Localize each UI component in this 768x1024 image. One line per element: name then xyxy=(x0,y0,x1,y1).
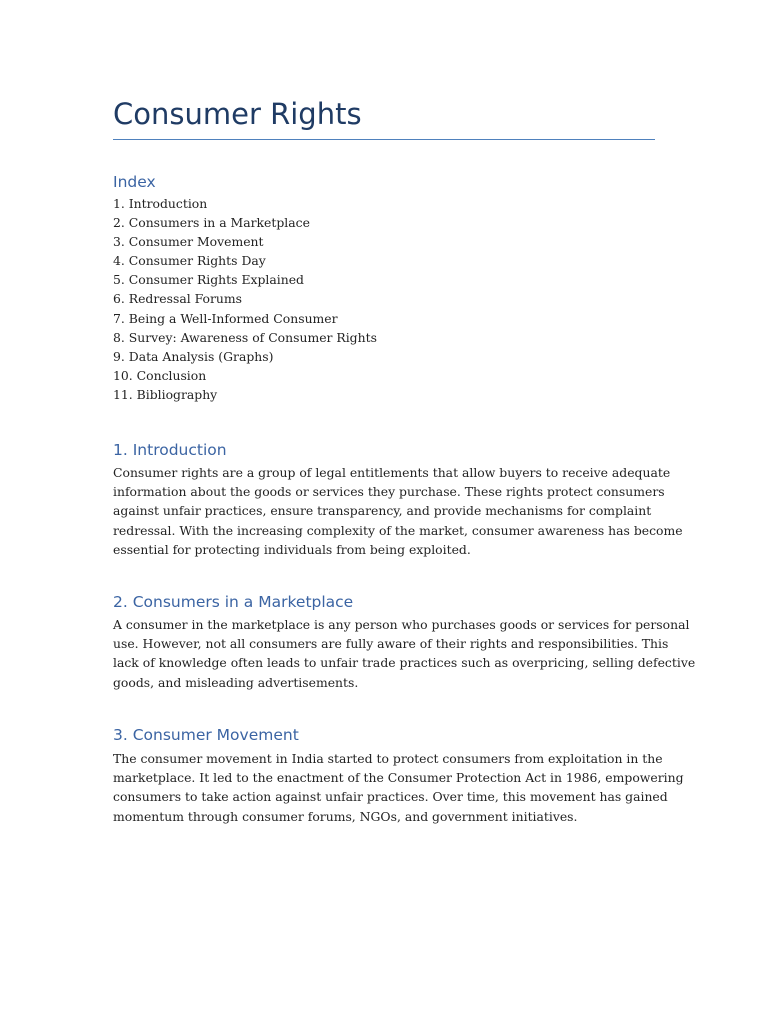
title-underline xyxy=(113,139,655,140)
index-item-survey: 8. Survey: Awareness of Consumer Rights xyxy=(113,329,377,345)
body-line: momentum through consumer forums, NGOs, and government initiatives. xyxy=(113,808,578,824)
body-line: redressal. With the increasing complexity of the market, consumer awareness has become xyxy=(113,522,683,538)
body-line: essential for protecting individuals from being exploited. xyxy=(113,541,471,557)
index-item-consumer-rights-explained: 5. Consumer Rights Explained xyxy=(113,272,304,288)
index-item-bibliography: 11. Bibliography xyxy=(113,386,218,402)
index-item-redressal-forums: 6. Redressal Forums xyxy=(113,291,243,307)
index-item-well-informed-consumer: 7. Being a Well-Informed Consumer xyxy=(113,310,338,326)
section-body-consumer-movement xyxy=(113,749,684,826)
index-item-consumers-in-a-marketplace: 2. Consumers in a Marketplace xyxy=(113,215,310,231)
section-heading-consumers-in-a-marketplace: 2. Consumers in a Marketplace xyxy=(113,593,354,611)
section-body-introduction xyxy=(113,463,683,559)
index-section xyxy=(113,171,655,404)
body-line: Consumer rights are a group of legal entitlements that allow buyers to receive adequate xyxy=(113,465,671,480)
body-line: information about the goods or services they purchase. These rights protect consumers xyxy=(113,484,665,500)
body-line: marketplace. It led to the enactment of the Consumer Protection Act in 1986, empowering xyxy=(113,770,684,786)
section-introduction xyxy=(113,439,683,559)
body-line: goods, and misleading advertisements. xyxy=(113,674,359,690)
section-heading-consumer-movement: 3. Consumer Movement xyxy=(113,726,299,744)
document-title: Consumer Rights xyxy=(113,97,362,131)
section-consumers-in-a-marketplace xyxy=(113,591,696,692)
body-line: consumers to take action against unfair practices. Over time, this movement has gained xyxy=(113,789,668,805)
section-body-consumers-in-a-marketplace xyxy=(113,615,696,692)
section-consumer-movement xyxy=(113,724,684,826)
section-heading-introduction: 1. Introduction xyxy=(113,441,227,459)
body-line: lack of knowledge often leads to unfair trade practices such as overpricing, selling defective xyxy=(113,655,696,671)
body-line: A consumer in the marketplace is any person who purchases goods or services for personal xyxy=(113,617,690,632)
index-item-conclusion: 10. Conclusion xyxy=(113,367,207,383)
body-line: against unfair practices, ensure transparency, and provide mechanisms for complaint xyxy=(113,503,652,519)
index-item-consumer-rights-day: 4. Consumer Rights Day xyxy=(113,253,266,269)
body-line: The consumer movement in India started to protect consumers from exploitation in the xyxy=(113,751,663,766)
index-list xyxy=(113,194,655,404)
index-item-consumer-movement: 3. Consumer Movement xyxy=(113,234,264,250)
index-item-data-analysis: 9. Data Analysis (Graphs) xyxy=(113,348,274,364)
body-line: use. However, not all consumers are fully aware of their rights and responsibilities. This xyxy=(113,636,669,652)
index-heading: Index xyxy=(113,173,156,191)
index-item-introduction: 1. Introduction xyxy=(113,196,208,211)
